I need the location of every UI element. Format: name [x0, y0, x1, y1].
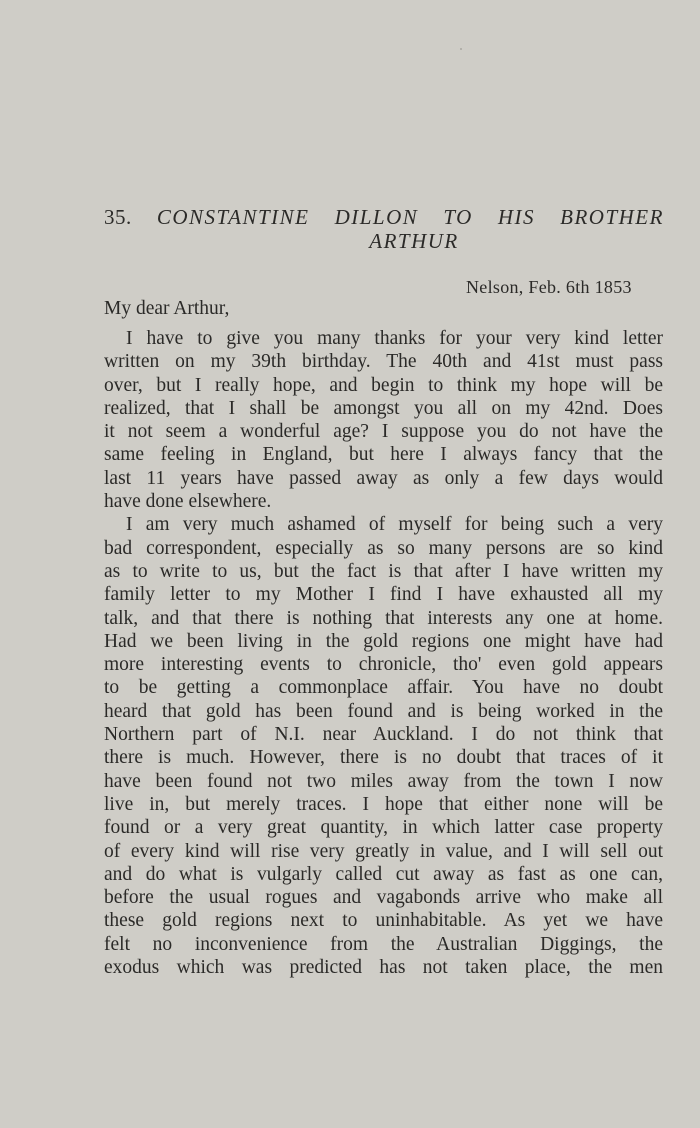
heading-word: HIS [497, 205, 536, 229]
text-line: it not seem a wonderful age? I suppose you do not have the [104, 421, 663, 443]
text-line: I am very much ashamed of myself for being such a very [126, 514, 663, 536]
letter-body [104, 327, 663, 979]
text-line: over, but I really hope, and begin to think my hope will be [104, 374, 663, 396]
heading-word: CONSTANTINE [156, 205, 310, 229]
text-line: and do what is vulgarly called cut away as fast as one can, [104, 863, 663, 885]
heading-line-1 [104, 205, 664, 229]
text-line: realized, that I shall be amongst you all on my 42nd. Does [104, 397, 663, 419]
text-line: same feeling in England, but here I always fancy that the [104, 444, 663, 466]
text-line: of every kind will rise very greatly in value, and I will sell out [104, 840, 663, 862]
text-line: before the usual rogues and vagabonds arrive who make all [104, 887, 663, 909]
heading-word: TO [443, 205, 473, 229]
text-line: found or a very great quantity, in which latter case property [104, 817, 663, 839]
text-line: have done elsewhere. [104, 491, 272, 513]
text-line: as to write to us, but the fact is that after I have written my [104, 560, 663, 582]
dateline: Nelson, Feb. 6th 1853 [466, 277, 632, 297]
text-line: talk, and that there is nothing that interests any one at home. [104, 607, 663, 629]
salutation: My dear Arthur, [104, 298, 230, 319]
text-line: last 11 years have passed away as only a few days would [104, 467, 663, 489]
text-line: more interesting events to chronicle, tho' even gold appears [104, 654, 663, 676]
heading-word: BROTHER [560, 205, 664, 229]
text-line: felt no inconvenience from the Australian Diggings, the [104, 933, 663, 955]
text-line: heard that gold has been found and is being worked in the [104, 700, 663, 722]
text-line: Had we been living in the gold regions one might have had [104, 630, 663, 652]
text-line: to be getting a commonplace affair. You have no doubt [104, 677, 663, 699]
paper-speck [460, 48, 462, 50]
text-line: live in, but merely traces. I hope that either none will be [104, 793, 663, 815]
text-line: have been found not two miles away from the town I now [104, 770, 663, 792]
text-line: Northern part of N.I. near Auckland. I do not think that [104, 724, 663, 746]
heading-word: DILLON [334, 205, 419, 229]
text-line: exodus which was predicted has not taken place, the men [104, 957, 663, 979]
letter-heading [104, 205, 664, 253]
text-line: bad correspondent, especially as so many persons are so kind [104, 537, 663, 559]
text-line: written on my 39th birthday. The 40th and 41st must pass [104, 351, 663, 373]
text-line: I have to give you many thanks for your very kind letter [126, 328, 663, 349]
text-line: these gold regions next to uninhabitable. As yet we have [104, 910, 663, 932]
letter-number: 35. [104, 205, 132, 229]
text-line: there is much. However, there is no doubt that traces of it [104, 747, 663, 769]
text-line: family letter to my Mother I find I have exhausted all my [104, 584, 663, 606]
heading-line-2: ARTHUR [369, 229, 459, 253]
